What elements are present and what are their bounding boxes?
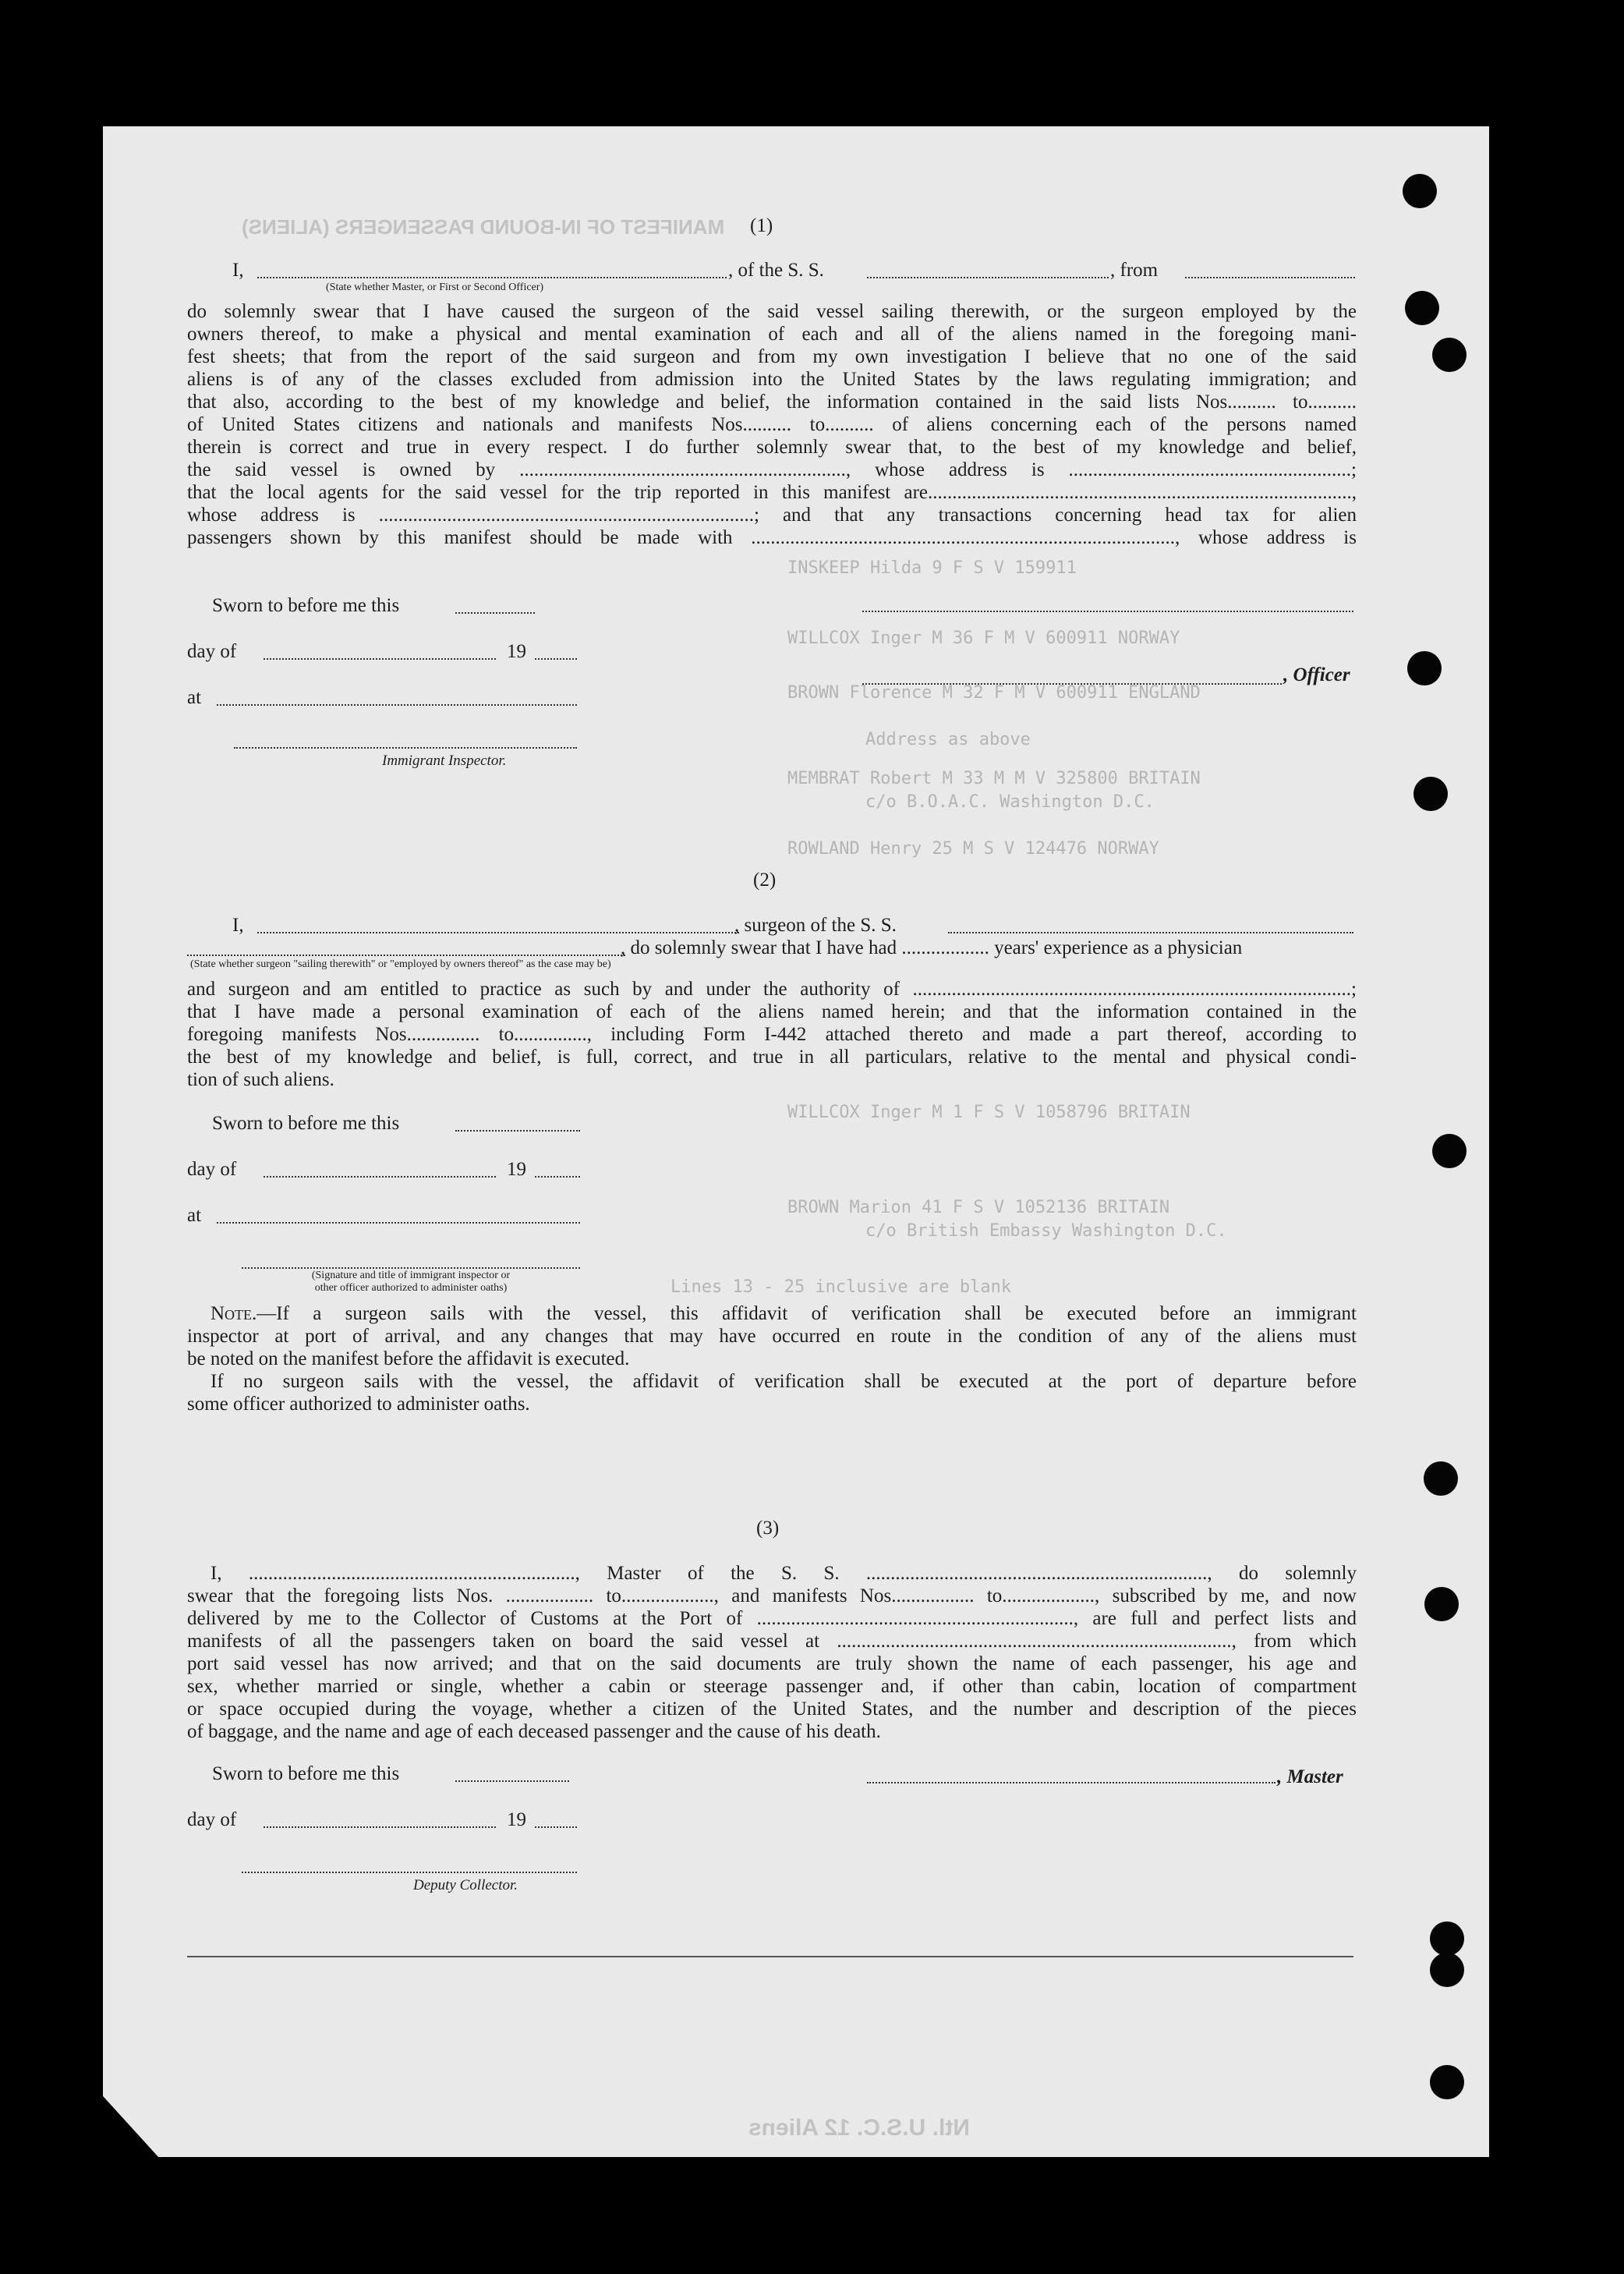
oath-line: that I have made a personal examination of each of the aliens named herein; and that the information contained in the bbox=[187, 1001, 1357, 1022]
oath-line: swear that the foregoing lists Nos. .................. to..................., and manifests Nos................. to..................., subscribed by me, and now bbox=[187, 1585, 1357, 1606]
sworn-label-2: Sworn to before me this bbox=[212, 1113, 400, 1134]
departure-port-blank bbox=[1185, 277, 1355, 278]
bleed-title: MANIFEST OF IN-BOUND PASSENGERS (ALIENS) bbox=[242, 215, 725, 239]
oath-line: sex, whether married or single, whether a cabin or steerage passenger and, if other than cabin, location of compartment bbox=[187, 1676, 1357, 1697]
nineteen: 19 bbox=[507, 1809, 526, 1830]
oath-line: the said vessel is owned by ..................................................................., whose address is ..........................................................; bbox=[187, 459, 1357, 480]
signature-hint-2: other officer authorized to administer oaths) bbox=[314, 1282, 508, 1294]
master-title: , Master bbox=[1277, 1766, 1343, 1787]
year-blank bbox=[535, 658, 577, 660]
nineteen: 19 bbox=[507, 641, 526, 662]
bleed-line: Address as above bbox=[865, 730, 1031, 749]
surgeon-vessel-blank bbox=[948, 932, 1353, 933]
oath-line: and surgeon and am entitled to practice as such by and under the authority of ..........................................................................................; bbox=[187, 979, 1357, 1000]
oath-line: do solemnly swear that I have caused the surgeon of the said vessel sailing therewith, or the surgeon employed by the bbox=[187, 301, 1357, 322]
bleed-line: ROWLAND Henry 25 M S V 124476 NORWAY bbox=[787, 839, 1159, 859]
sworn-label: Sworn to before me this bbox=[212, 595, 400, 616]
binder-hole bbox=[1424, 1587, 1459, 1621]
note-line: be noted on the manifest before the affidavit is executed. bbox=[187, 1348, 630, 1369]
of-ss-label: , of the S. S. bbox=[728, 260, 824, 281]
oath-line: I, ..................................................................., Master of the S. S. ......................................................................, do solemnly bbox=[211, 1563, 1357, 1584]
note-text: —If a surgeon sails with the vessel, this affidavit of verification shall be executed before an immigrant bbox=[257, 1303, 1357, 1324]
binder-hole bbox=[1432, 1134, 1467, 1168]
binder-hole bbox=[1430, 1922, 1464, 1956]
year-blank-2 bbox=[535, 1176, 580, 1178]
note-line: some officer authorized to administer oaths. bbox=[187, 1394, 530, 1415]
bleed-line: INSKEEP Hilda 9 F S V 159911 bbox=[787, 558, 1077, 578]
oath-line: therein is correct and true in every respect. I do further solemnly swear that, to the best of my knowledge and belief, bbox=[187, 437, 1357, 458]
sworn-label-3: Sworn to before me this bbox=[212, 1763, 400, 1784]
binder-hole bbox=[1430, 2065, 1464, 2099]
officer-hint: (State whether Master, or First or Second Officer) bbox=[326, 282, 544, 293]
bleed-line: c/o B.O.A.C. Washington D.C. bbox=[865, 792, 1155, 812]
experience-line: , do solemnly swear that I have had .................. years' experience as a physician bbox=[621, 937, 1243, 958]
officer-name-blank bbox=[257, 277, 727, 278]
oath-line: or space occupied during the voyage, whether a citizen of the United States, and the number and description of the pieces bbox=[187, 1698, 1357, 1720]
section-1-number: (1) bbox=[750, 215, 773, 236]
binder-hole bbox=[1430, 1953, 1464, 1987]
day-of-blank bbox=[264, 658, 496, 660]
binder-hole bbox=[1407, 651, 1442, 685]
officer-title: , Officer bbox=[1283, 664, 1350, 685]
note-label: Note. bbox=[211, 1303, 257, 1324]
surgeon-of-ss-label: , surgeon of the S. S. bbox=[734, 915, 897, 936]
bleed-line: Lines 13 - 25 inclusive are blank bbox=[670, 1277, 1012, 1297]
day-of-label-3: day of bbox=[187, 1809, 237, 1830]
day-of-label-2: day of bbox=[187, 1159, 237, 1180]
bleed-line: c/o British Embassy Washington D.C. bbox=[865, 1221, 1227, 1241]
surgeon-hint: (State whether surgeon "sailing therewith" or "employed by owners thereof" as the case may be) bbox=[190, 958, 611, 970]
at-label-2: at bbox=[187, 1205, 202, 1226]
officer-signature-blank bbox=[862, 683, 1282, 685]
binder-hole bbox=[1403, 174, 1437, 208]
year-label-2 bbox=[507, 1158, 526, 1181]
section-2-number: (2) bbox=[753, 870, 777, 891]
surgeon-capacity-blank bbox=[187, 955, 625, 956]
signature-hint-1: (Signature and title of immigrant inspector or bbox=[311, 1270, 511, 1281]
vessel-name-blank bbox=[867, 277, 1109, 278]
bleed-line: WILLCOX Inger M 36 F M V 600911 NORWAY bbox=[787, 629, 1180, 648]
binder-hole bbox=[1405, 291, 1439, 325]
oath-line: foregoing manifests Nos............... to..............., including Form I-442 attached thereto and made a part thereof, according to bbox=[187, 1024, 1357, 1045]
oath-line: tion of such aliens. bbox=[187, 1069, 334, 1090]
surgeon-i-label: I, bbox=[232, 915, 244, 936]
section-3-oath bbox=[187, 1562, 1357, 1743]
sworn-date-blank bbox=[455, 612, 535, 614]
year-label-3 bbox=[507, 1808, 526, 1831]
officer-i-label: I, bbox=[232, 260, 244, 281]
oath-line: that the local agents for the said vessel for the trip reported in this manifest are......................................................................................., bbox=[187, 482, 1357, 503]
section-1-oath bbox=[187, 300, 1357, 549]
at-blank-2 bbox=[217, 1222, 580, 1224]
bleed-footer: Ntl. U.S.C. 12 Aliens bbox=[748, 2115, 970, 2141]
note-line: If no surgeon sails with the vessel, the affidavit of verification shall be executed at the port of departure before bbox=[211, 1371, 1357, 1392]
bottom-rule bbox=[187, 1956, 1353, 1957]
oath-line: aliens is of any of the classes excluded from admission into the United States by the laws regulating immigration; and bbox=[187, 369, 1357, 390]
bleed-line: MEMBRAT Robert M 33 M M V 325800 BRITAIN bbox=[787, 769, 1201, 788]
inspector-title: Immigrant Inspector. bbox=[382, 753, 507, 769]
note-line bbox=[187, 1302, 1357, 1325]
at-blank bbox=[217, 704, 577, 706]
oath-line: fest sheets; that from the report of the said surgeon and from my own investigation I believe that no one of the said bbox=[187, 346, 1357, 367]
note-line: inspector at port of arrival, and any changes that may have occurred en route in the condition of any of the aliens must bbox=[187, 1326, 1357, 1347]
oath-line: the best of my knowledge and belief, is full, correct, and true in all particulars, relative to the mental and physical condi- bbox=[187, 1047, 1357, 1068]
day-of-label: day of bbox=[187, 641, 237, 662]
bleed-line: BROWN Florence M 32 F M V 600911 ENGLAND bbox=[787, 683, 1201, 703]
oath-line: manifests of all the passengers taken on board the said vessel at ................................................................................., from which bbox=[187, 1631, 1357, 1652]
collector-signature-blank bbox=[242, 1872, 577, 1873]
day-of-blank-2 bbox=[264, 1176, 496, 1178]
from-label: , from bbox=[1110, 260, 1159, 281]
oath-line: port said vessel has now arrived; and that on the said documents are truly shown the name of each passenger, his age and bbox=[187, 1653, 1357, 1674]
oath-line: of baggage, and the name and age of each deceased passenger and the cause of his death. bbox=[187, 1721, 881, 1742]
note-block bbox=[187, 1302, 1357, 1415]
inspector-signature-blank bbox=[234, 747, 577, 749]
at-label: at bbox=[187, 687, 202, 708]
section-3-number: (3) bbox=[756, 1518, 780, 1539]
binder-hole bbox=[1424, 1461, 1458, 1496]
collector-title: Deputy Collector. bbox=[413, 1877, 518, 1893]
year-blank-3 bbox=[535, 1826, 577, 1828]
master-signature-blank bbox=[867, 1782, 1275, 1783]
binder-hole bbox=[1413, 777, 1448, 811]
sworn-date-blank-3 bbox=[455, 1780, 569, 1782]
oath-line: whose address is .............................................................................; and that any transactions concerning head tax for alien bbox=[187, 505, 1357, 526]
oath-line: passengers shown by this manifest should be made with ......................................................................................., whose address is bbox=[187, 527, 1357, 548]
surgeon-name-blank bbox=[257, 932, 739, 933]
inspector-signature-blank-2 bbox=[242, 1267, 580, 1269]
oath-line: that also, according to the best of my knowledge and belief, the information contained in the said lists Nos.......... to.......... bbox=[187, 391, 1357, 413]
section-2-oath bbox=[187, 978, 1357, 1091]
oath-line: of United States citizens and nationals and manifests Nos.......... to.......... of aliens concerning each of the persons named bbox=[187, 414, 1357, 435]
day-of-blank-3 bbox=[264, 1826, 496, 1828]
year-label bbox=[507, 640, 526, 663]
bleed-line: BROWN Marion 41 F S V 1052136 BRITAIN bbox=[787, 1198, 1170, 1217]
oath-line: owners thereof, to make a physical and mental examination of each and all of the aliens named in the foregoing mani- bbox=[187, 324, 1357, 345]
nineteen: 19 bbox=[507, 1159, 526, 1180]
sworn-date-blank-2 bbox=[455, 1130, 580, 1132]
officer-address-blank bbox=[862, 611, 1353, 612]
oath-line: delivered by me to the Collector of Customs at the Port of ................................................................., are full and perfect lists and bbox=[187, 1608, 1357, 1629]
bleed-line: WILLCOX Inger M 1 F S V 1058796 BRITAIN bbox=[787, 1103, 1191, 1122]
binder-hole bbox=[1432, 338, 1467, 372]
